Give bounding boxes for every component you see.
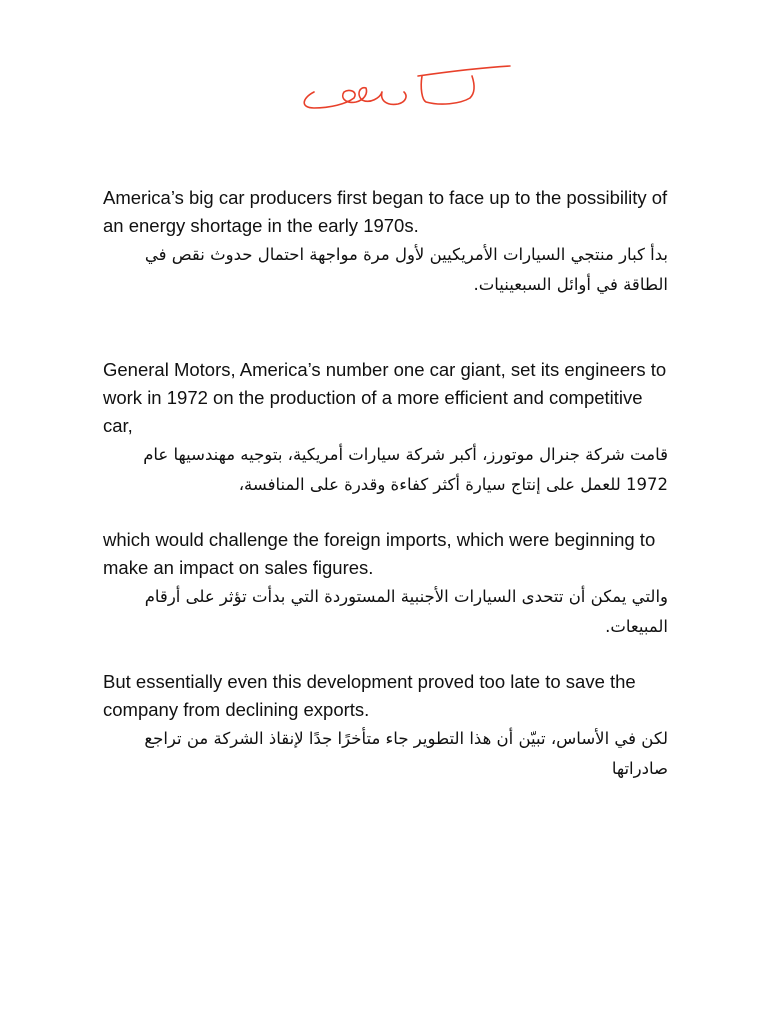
handwritten-annotation <box>296 52 516 122</box>
arabic-paragraph-4: لكن في الأساس، تبيّن أن هذا التطوير جاء متأخرًا جدًا لإنقاذ الشركة من تراجع صادراتها <box>144 729 668 778</box>
paragraph-block-3 <box>103 526 673 642</box>
english-paragraph-4: But essentially even this development proved too late to save the company from declining exports. <box>103 671 636 720</box>
english-paragraph-3: which would challenge the foreign imports, which were beginning to make an impact on sales figures. <box>103 529 656 578</box>
arabic-paragraph-3: والتي يمكن أن تتحدى السيارات الأجنبية المستوردة التي بدأت تؤثر على أرقام المبيعات. <box>144 587 668 636</box>
paragraph-block-2 <box>103 356 673 500</box>
arabic-paragraph-2: قامت شركة جنرال موتورز، أكبر شركة سيارات أمريكية، بتوجيه مهندسيها عام 1972 للعمل على إنتاج سيارة أكثر كفاءة وقدرة على المنافسة، <box>143 445 668 494</box>
arabic-paragraph-1: بدأ كبار منتجي السيارات الأمريكيين لأول مرة مواجهة احتمال حدوث نقص في الطاقة في أوائل السبعينيات. <box>144 245 668 294</box>
paragraph-block-1 <box>103 184 673 300</box>
english-paragraph-2: General Motors, America’s number one car giant, set its engineers to work in 1972 on the production of a more efficient and competitive car, <box>103 359 667 436</box>
paragraph-block-4 <box>103 668 673 784</box>
english-paragraph-1: America’s big car producers first began to face up to the possibility of an energy shortage in the early 1970s. <box>103 187 668 236</box>
